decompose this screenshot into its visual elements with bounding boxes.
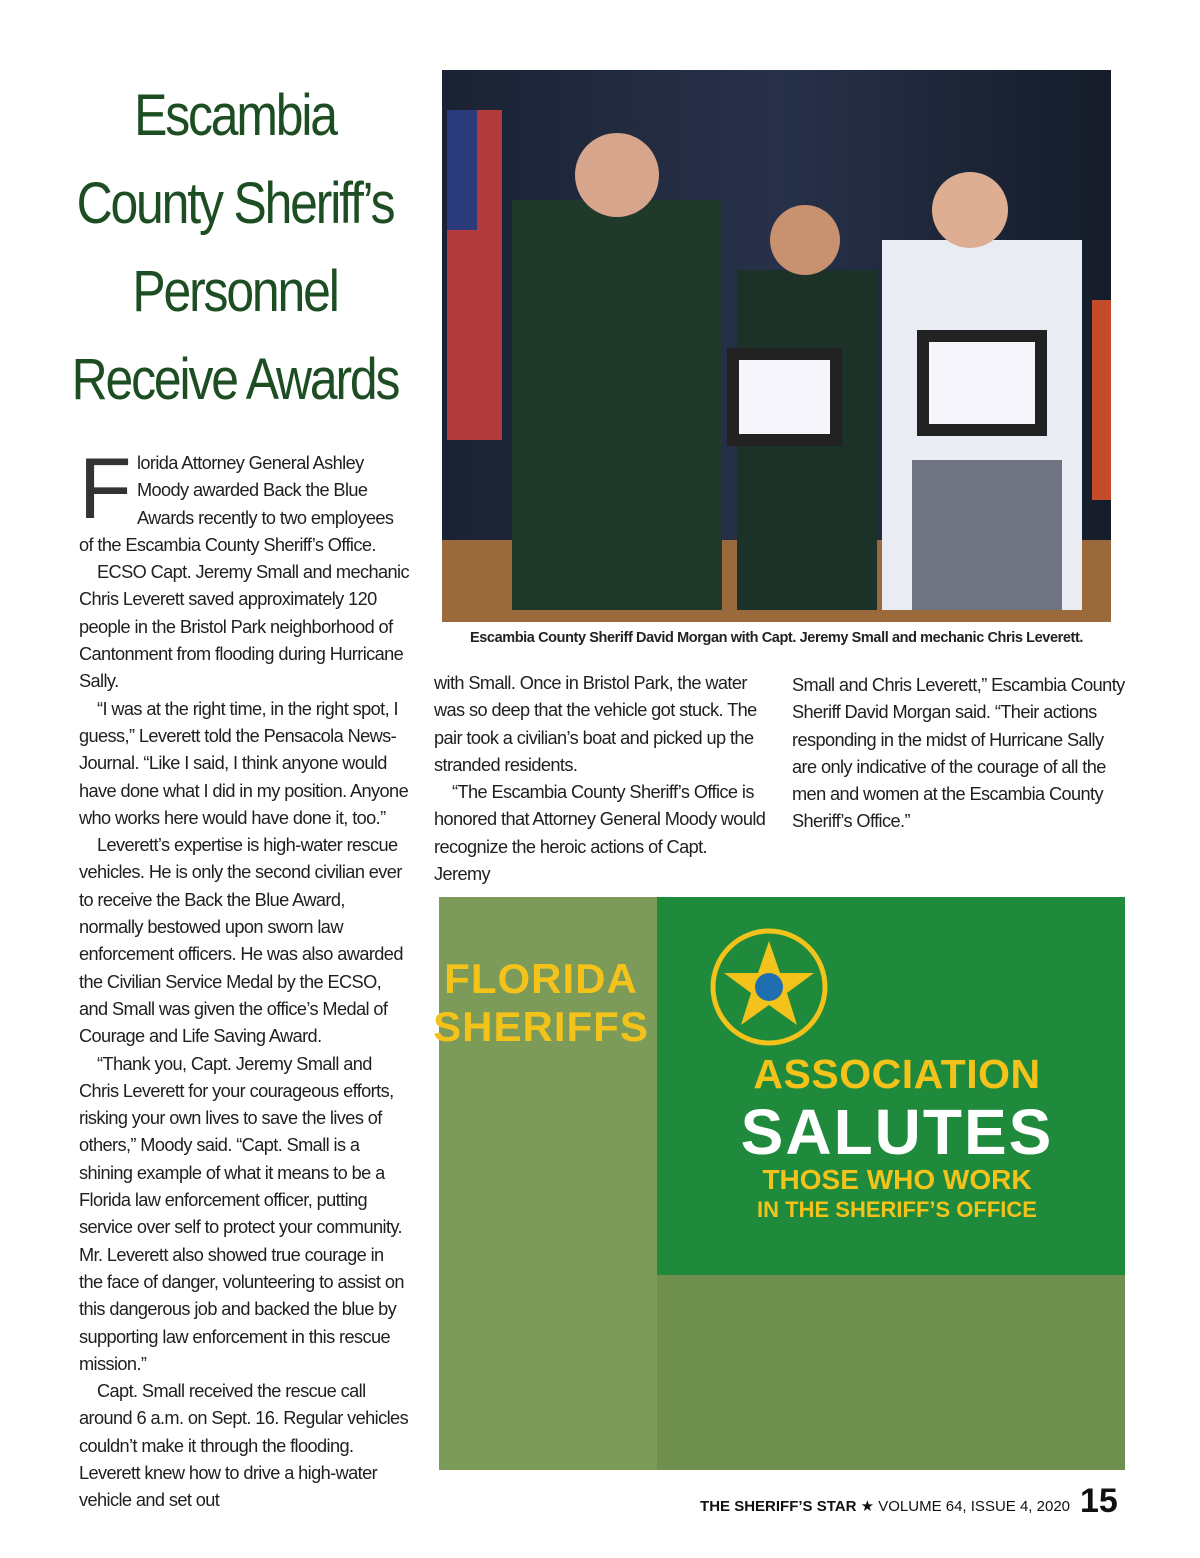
- paragraph-4: Leverett’s expertise is high-water rescue vehicles. He is only the second civilian ever to receive the Back the Blue Award, normally bestowed upon sworn law enforcement officers. He was also awarded the Civilian Service Medal by the ECSO, and Small was given the office’s Medal of Courage and Life Saving Award.: [79, 835, 403, 1047]
- article-title: [67, 72, 402, 424]
- sheriff-star-icon: [709, 927, 829, 1047]
- article-column-2: [434, 670, 766, 888]
- article-column-3: [792, 672, 1126, 836]
- drop-cap: F: [79, 441, 131, 537]
- paragraph-3: “I was at the right time, in the right spot, I guess,” Leverett told the Pensacola News-Journal. “Like I said, I think anyone would have done what I did in my position. Anyone who works here would have done it, too.”: [79, 698, 409, 828]
- ad-line-sheriffs-office: IN THE SHERIFF’S OFFICE: [757, 1197, 1037, 1222]
- ad-line-sheriffs: SHERIFFS: [433, 1003, 649, 1050]
- ad-line-those-who-work: THOSE WHO WORK: [762, 1164, 1032, 1195]
- photo-caption: Escambia County Sheriff David Morgan with Capt. Jeremy Small and mechanic Chris Leverett.: [469, 630, 1084, 646]
- ad-line-florida: FLORIDA: [444, 955, 638, 1002]
- title-line-3: Personnel: [132, 259, 338, 324]
- paragraph-2: ECSO Capt. Jeremy Small and mechanic Chris Leverett saved approximately 120 people in the Bristol Park neighborhood of Cantonment from flooding during Hurricane Sally.: [79, 562, 409, 692]
- paragraph-1-text: lorida Attorney General Ashley Moody awarded Back the Blue Awards recently to two employees of the Escambia County Sheriff’s Office.: [79, 453, 394, 555]
- article-column-1: [79, 441, 411, 1515]
- page-footer: [700, 1497, 1070, 1515]
- publication-name: THE SHERIFF’S STAR: [700, 1498, 857, 1515]
- paragraph-9: Small and Chris Leverett,” Escambia County Sheriff David Morgan said. “Their actions responding in the midst of Hurricane Sally are only indicative of the courage of all the men and women at the Escambia County Sheriff’s Office.”: [792, 675, 1125, 832]
- ad-bottom-photo: [657, 1275, 1125, 1470]
- paragraph-8: “The Escambia County Sheriff’s Office is honored that Attorney General Moody would recognize the heroic actions of Capt. Jeremy: [434, 782, 766, 885]
- title-line-2: County Sheriff’s: [76, 171, 394, 236]
- award-photo: [442, 70, 1111, 622]
- issue-info: VOLUME 64, ISSUE 4, 2020: [878, 1498, 1070, 1515]
- award-photo-illustration: [442, 70, 1111, 622]
- paragraph-6: Capt. Small received the rescue call around 6 a.m. on Sept. 16. Regular vehicles couldn’t make it through the flooding. Leverett knew how to drive a high-water vehicle and set out: [79, 1381, 409, 1511]
- page-number: 15: [1080, 1482, 1118, 1520]
- title-line-1: Escambia: [134, 83, 336, 148]
- title-line-4: Receive Awards: [71, 347, 399, 412]
- ad-line-salutes: SALUTES: [740, 1096, 1054, 1168]
- star-icon: ★: [860, 1498, 875, 1515]
- paragraph-5: “Thank you, Capt. Jeremy Small and Chris Leverett for your courageous efforts, risking your own lives to save the lives of others,” Moody said. “Capt. Small is a shining example of what it means to be a Florida law enforcement officer, putting service over self to protect your community. Mr. Leverett also showed true courage in the face of danger, volunteering to assist on this dangerous job and backed the blue by supporting law enforcement in this rescue mission.”: [79, 1053, 404, 1374]
- ad-line-association: ASSOCIATION: [753, 1051, 1041, 1097]
- paragraph-7: with Small. Once in Bristol Park, the water was so deep that the vehicle got stuck. The pair took a civilian’s boat and picked up the stranded residents.: [434, 673, 757, 775]
- paragraph-1: [79, 441, 411, 559]
